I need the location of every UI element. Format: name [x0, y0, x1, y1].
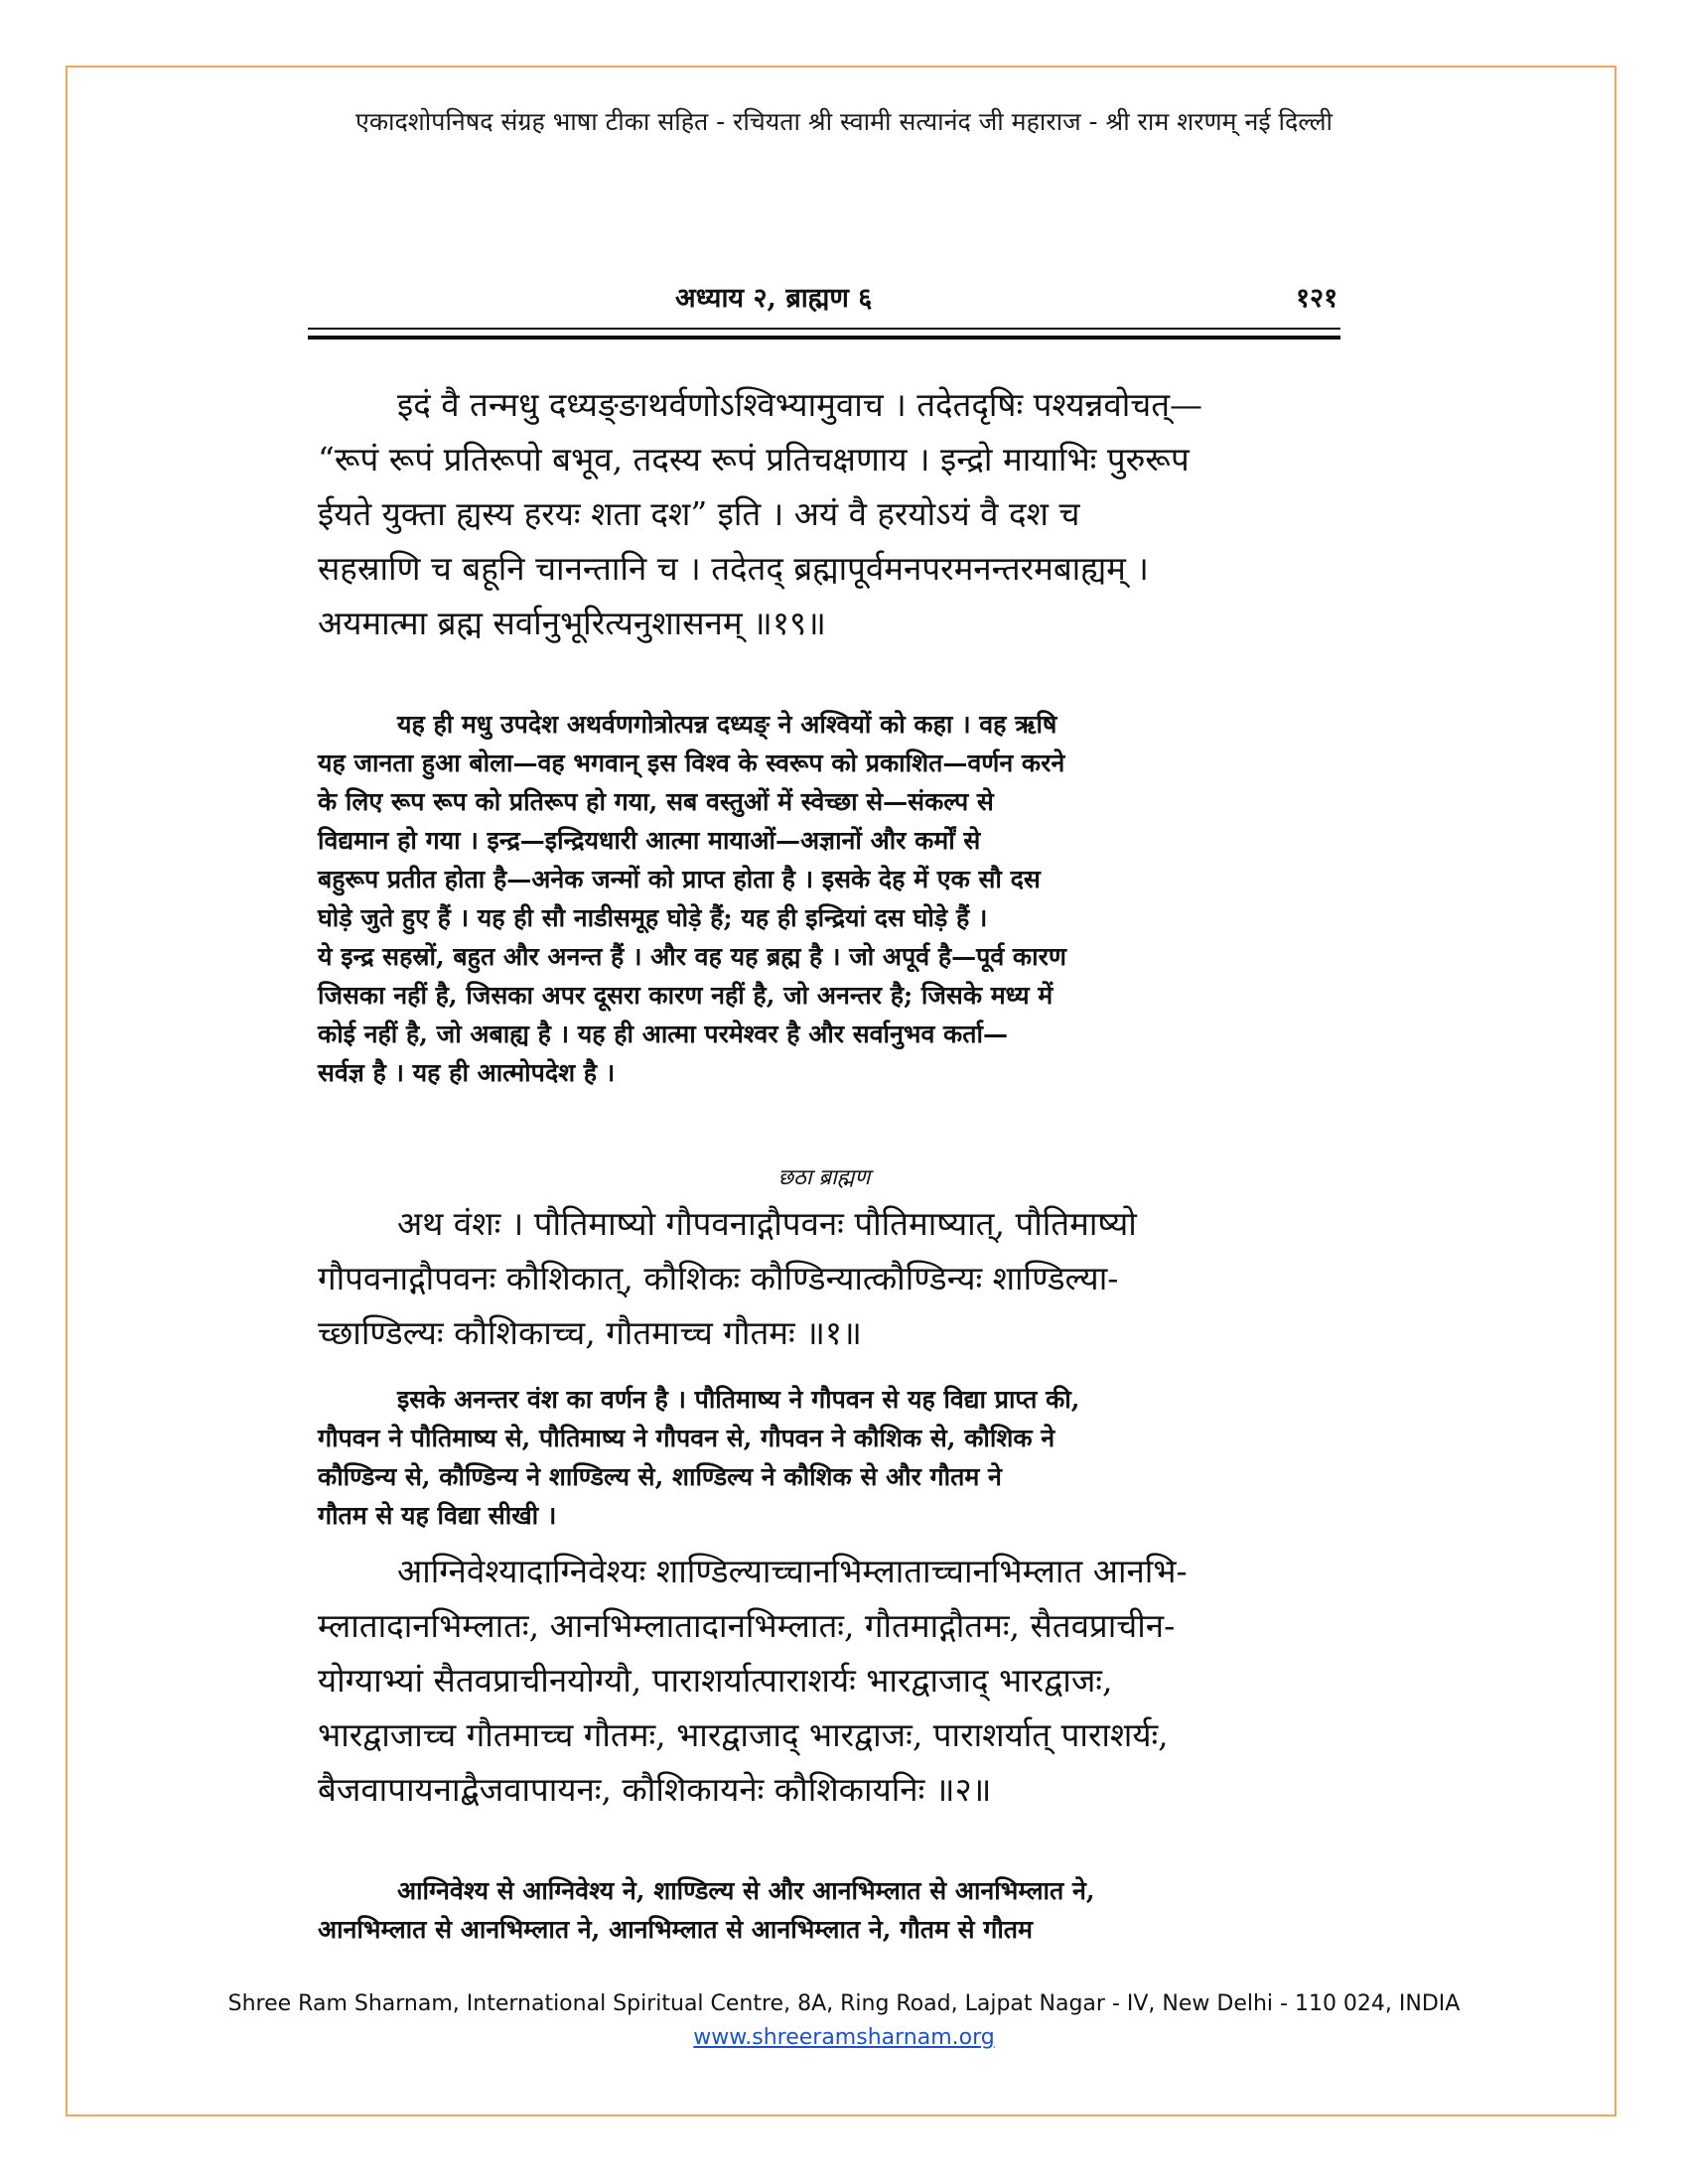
header-rule-thick [308, 336, 1340, 340]
verse-line: च्छाण्डिल्यः कौशिकाच्च, गौतमाच्च गौतमः ॥१॥ [318, 1313, 862, 1352]
commentary-line: आग्निवेश्य से आग्निवेश्य ने, शाण्डिल्य से और आनभिम्लात से आनभिम्लात ने, [397, 1876, 1095, 1905]
verse-line: अथ वंशः । पौतिमाष्यो गौपवनाद्गौपवनः पौतिमाष्यात्, पौतिमाष्यो [397, 1204, 1137, 1243]
verse-line: बैजवापायनाद्बैजवापायनः, कौशिकायनेः कौशिकायनिः ॥२॥ [318, 1770, 992, 1809]
commentary-line: सर्वज्ञ है । यह ही आत्मोपदेश है । [318, 1058, 616, 1087]
verse-line: ईयते युक्ता ह्यस्य हरयः शता दश” इति । अयं वै हरयोऽयं वै दश च [318, 494, 1080, 533]
hindi-commentary-1 [318, 1380, 1350, 1535]
verse-line: “रूपं रूपं प्रतिरूपो बभूव, तदस्य रूपं प्रतिचक्षणाय । इन्द्रो मायाभिः पुरुरूप [318, 440, 1190, 478]
website-link[interactable]: www.shreeramsharnam.org [693, 2025, 995, 2050]
commentary-line: कौण्डिन्य से, कौण्डिन्य ने शाण्डिल्य से, शाण्डिल्य ने कौशिक से और गौतम ने [318, 1462, 1002, 1491]
verse-line: आग्निवेश्यादाग्निवेश्यः शाण्डिल्याच्चानभिम्लाताच्चानभिम्लात आनभि- [397, 1552, 1188, 1590]
verse-line: गौपवनाद्गौपवनः कौशिकात्, कौशिकः कौण्डिन्यात्कौण्डिन्यः शाण्डिल्या- [318, 1259, 1119, 1297]
verse-line: योग्याभ्यां सैतवप्राचीनयोग्यौ, पाराशर्यात्पाराशर्यः भारद्वाजाद् भारद्वाजः, [318, 1661, 1113, 1700]
verse-line: सहस्राणि च बहूनि चानन्तानि च । तदेतद् ब्रह्मापूर्वमनपरमनन्तरमबाह्यम् । [318, 549, 1149, 588]
commentary-line: घोड़े जुते हुए हैं । यह ही सौ नाडीसमूह घोड़े हैं; यह ही इन्द्रियां दस घोड़े हैं । [318, 903, 988, 932]
verse-line: म्लातादानभिम्लातः, आनभिम्लातादानभिम्लातः, गौतमाद्गौतमः, सैतवप्राचीन- [318, 1606, 1176, 1645]
commentary-line: कोई नहीं है, जो अबाह्य है । यह ही आत्मा परमेश्वर है और सर्वानुभव कर्ता— [318, 1020, 1008, 1048]
sanskrit-verse-19 [318, 377, 1350, 650]
sanskrit-verse-1 [318, 1196, 1350, 1360]
page-number: १२१ [1296, 283, 1338, 314]
commentary-line: बहुरूप प्रतीत होता है—अनेक जन्मों को प्राप्त होता है । इसके देह में एक सौ दस [318, 865, 1041, 893]
header-rule-thin [308, 328, 1340, 330]
footer-address: Shree Ram Sharnam, International Spiritual Centre, 8A, Ring Road, Lajpat Nagar - IV, New Delhi - 110 024, INDIA [227, 1991, 1461, 2016]
page-header: एकादशोपनिषद संग्रह भाषा टीका सहित - रचियता श्री स्वामी सत्यानंद जी महाराज - श्री राम शरणम् नई दिल्ली [355, 107, 1333, 136]
scanned-page [298, 268, 1350, 1966]
hindi-commentary-2 [318, 1871, 1350, 1949]
section-heading: छठा ब्राह्मण [777, 1165, 871, 1190]
commentary-line: गौपवन ने पौतिमाष्य से, पौतिमाष्य ने गौपवन से, गौपवन ने कौशिक से, कौशिक ने [318, 1424, 1055, 1452]
commentary-line: ये इन्द्र सहस्रों, बहुत और अनन्त हैं । और वह यह ब्रह्म है । जो अपूर्व है—पूर्व कारण [318, 942, 1066, 971]
commentary-line: जिसका नहीं है, जिसका अपर दूसरा कारण नहीं है, जो अनन्तर है; जिसके मध्य में [318, 981, 1054, 1010]
running-head-title: अध्याय २, ब्राह्मण ६ [675, 283, 873, 314]
verse-line: भारद्वाजाच्च गौतमाच्च गौतमः, भारद्वाजाद् भारद्वाजः, पाराशर्यात् पाराशर्यः, [318, 1715, 1169, 1754]
hindi-commentary-19 [318, 705, 1350, 1092]
commentary-line: यह ही मधु उपदेश अथर्वणगोत्रोत्पन्न दध्यङ् ने अश्वियों को कहा । वह ऋषि [397, 710, 1057, 739]
sanskrit-verse-2 [318, 1544, 1350, 1817]
running-head [298, 268, 1350, 318]
commentary-line: इसके अनन्तर वंश का वर्णन है । पौतिमाष्य ने गौपवन से यह विद्या प्राप्त की, [397, 1385, 1080, 1414]
commentary-line: आनभिम्लात से आनभिम्लात ने, आनभिम्लात से आनभिम्लात ने, गौतम से गौतम [318, 1915, 1033, 1944]
verse-line: इदं वै तन्मधु दध्यङ्ङाथर्वणोऽश्विभ्यामुवाच । तदेतदृषिः पश्यन्नवोचत्— [397, 385, 1203, 424]
verse-line: अयमात्मा ब्रह्म सर्वानुभूरित्यनुशासनम् ॥१९॥ [318, 604, 826, 642]
commentary-line: गौतम से यह विद्या सीखी । [318, 1501, 557, 1530]
commentary-line: विद्यमान हो गया । इन्द्र—इन्द्रियधारी आत्मा मायाओं—अज्ञानों और कर्मों से [318, 826, 981, 855]
commentary-line: के लिए रूप रूप को प्रतिरूप हो गया, सब वस्तुओं में स्वेच्छा से—संकल्प से [318, 787, 994, 816]
commentary-line: यह जानता हुआ बोला—वह भगवान् इस विश्व के स्वरूप को प्रकाशित—वर्णन करने [318, 749, 1065, 777]
